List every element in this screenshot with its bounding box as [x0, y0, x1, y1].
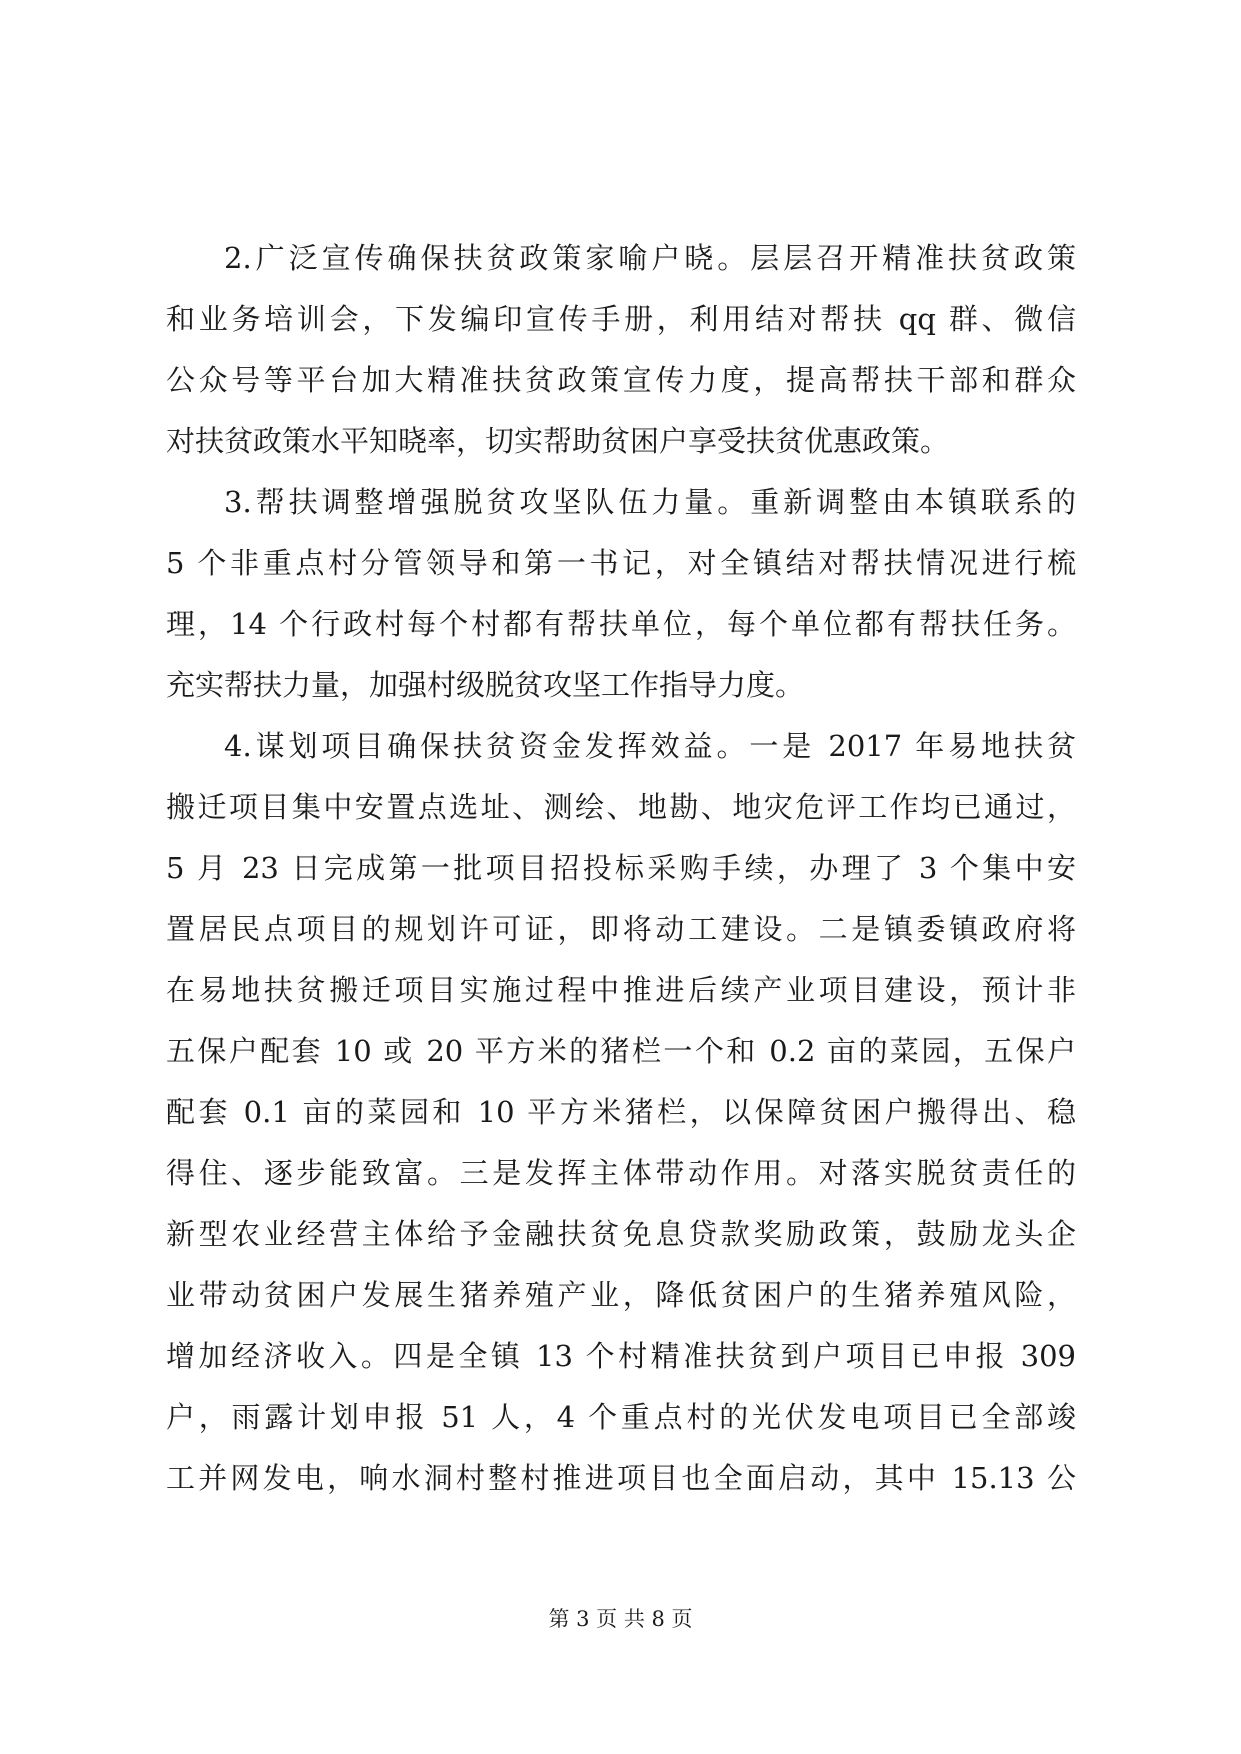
text-line: 4.谋划项目确保扶贫资金发挥效益。一是 2017 年易地扶贫	[224, 729, 1076, 763]
text-line: 增加经济收入。四是全镇 13 个村精准扶贫到户项目已申报 309	[166, 1339, 1076, 1373]
text-line: 置居民点项目的规划许可证，即将动工建设。二是镇委镇政府将	[166, 912, 1076, 946]
text-line: 工并网发电，响水洞村整村推进项目也全面启动，其中 15.13 公	[166, 1461, 1076, 1495]
text-line: 业带动贫困户发展生猪养殖产业，降低贫困户的生猪养殖风险，	[166, 1278, 1076, 1312]
text-line: 理，14 个行政村每个村都有帮扶单位，每个单位都有帮扶任务。	[166, 607, 1076, 641]
text-line: 新型农业经营主体给予金融扶贫免息贷款奖励政策，鼓励龙头企	[166, 1217, 1076, 1251]
text-line: 得住、逐步能致富。三是发挥主体带动作用。对落实脱贫责任的	[166, 1156, 1076, 1190]
text-line: 和业务培训会，下发编印宣传手册，利用结对帮扶 qq 群、微信	[166, 302, 1076, 336]
text-line: 对扶贫政策水平知晓率，切实帮助贫困户享受扶贫优惠政策。	[166, 424, 950, 458]
text-line: 公众号等平台加大精准扶贫政策宣传力度，提高帮扶干部和群众	[166, 363, 1076, 397]
text-line: 5 个非重点村分管领导和第一书记，对全镇结对帮扶情况进行梳	[166, 546, 1076, 580]
page-footer: 第 3 页 共 8 页	[548, 1607, 693, 1631]
text-line: 在易地扶贫搬迁项目实施过程中推进后续产业项目建设，预计非	[166, 973, 1076, 1007]
text-line: 配套 0.1 亩的菜园和 10 平方米猪栏，以保障贫困户搬得出、稳	[166, 1095, 1076, 1129]
text-line: 5 月 23 日完成第一批项目招投标采购手续，办理了 3 个集中安	[166, 851, 1076, 885]
body-text	[166, 228, 1076, 1509]
text-line: 充实帮扶力量，加强村级脱贫攻坚工作指导力度。	[166, 668, 805, 702]
text-line: 五保户配套 10 或 20 平方米的猪栏一个和 0.2 亩的菜园，五保户	[166, 1034, 1076, 1068]
text-line: 2.广泛宣传确保扶贫政策家喻户晓。层层召开精准扶贫政策	[224, 241, 1076, 275]
text-line: 户，雨露计划申报 51 人，4 个重点村的光伏发电项目已全部竣	[166, 1400, 1076, 1434]
text-line: 搬迁项目集中安置点选址、测绘、地勘、地灾危评工作均已通过，	[166, 790, 1076, 824]
text-line: 3.帮扶调整增强脱贫攻坚队伍力量。重新调整由本镇联系的	[224, 485, 1076, 519]
